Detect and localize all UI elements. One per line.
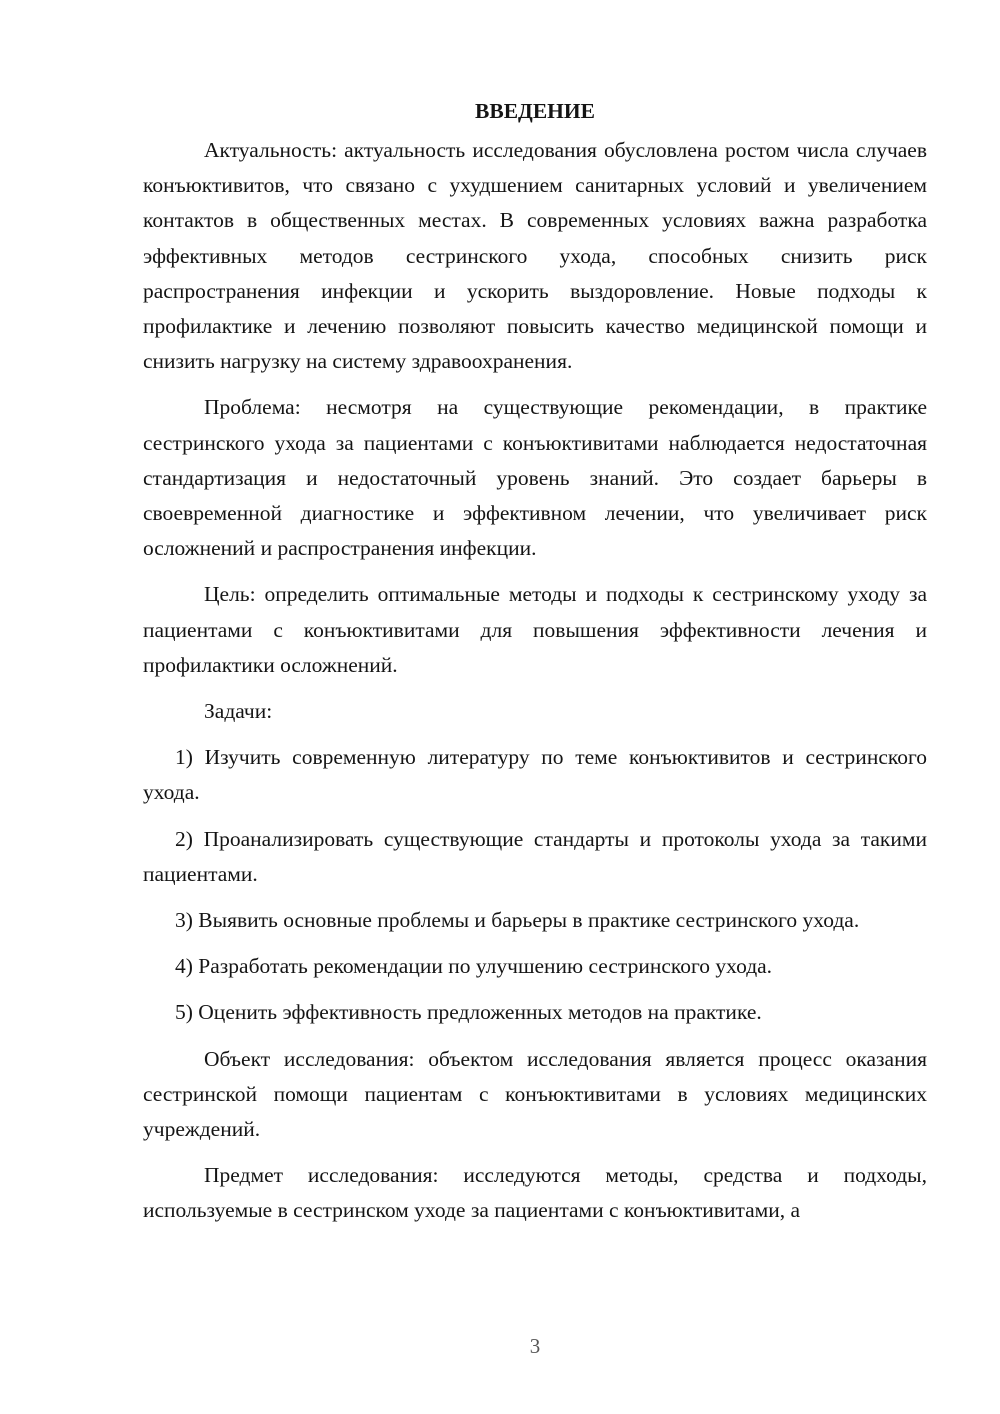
list-item: 1) Изучить современную литературу по теме конъюктивитов и сестринского ухода. [143,745,927,805]
paragraph-goal: Цель: определить оптимальные методы и подходы к сестринскому уходу за пациентами с конъюктивитами для повышения эффективности лечения и профилактики осложнений. [143,582,927,677]
paragraph-subject: Предмет исследования: исследуются методы, средства и подходы, используемые в сестринском уходе за пациентами с конъюктивитами, а [143,1163,927,1223]
list-item: 3) Выявить основные проблемы и барьеры в практике сестринского ухода. [175,908,860,933]
page-title: ВВЕДЕНИЕ [475,99,595,123]
paragraph-object: Объект исследования: объектом исследования является процесс оказания сестринской помощи пациентам с конъюктивитами в условиях медицинских учреждений. [143,1046,927,1142]
list-item: 5) Оценить эффективность предложенных методов на практике. [175,1000,762,1025]
list-item: 4) Разработать рекомендации по улучшению сестринского ухода. [175,954,773,979]
paragraph-relevance: Актуальность: актуальность исследования обусловлена ростом числа случаев конъюктивитов, что связано с ухудшением санитарных условий и увеличением контактов в общественных местах. В современных условиях важна разработка эффективных методов сестринского ухода, способных снизить риск распространения инфекции и ускорить выздоровление. Новые подходы к профилактике и лечению позволяют повысить качество медицинской помощи и снизить нагрузку на систему здравоохранения. [143,138,927,374]
list-item: 2) Проанализировать существующие стандарты и протоколы ухода за такими пациентами. [143,826,927,886]
document-body [143,96,927,1240]
paragraph-problem: Проблема: несмотря на существующие рекомендации, в практике сестринского ухода за пациентами с конъюктивитами наблюдается недостаточная стандартизация и недостаточный уровень знаний. Это создает барьеры в своевременной диагностике и эффективном лечении, что увеличивает риск осложнений и распространения инфекции. [143,395,927,561]
page-number: 3 [529,1334,541,1358]
tasks-label: Задачи: [204,699,273,724]
